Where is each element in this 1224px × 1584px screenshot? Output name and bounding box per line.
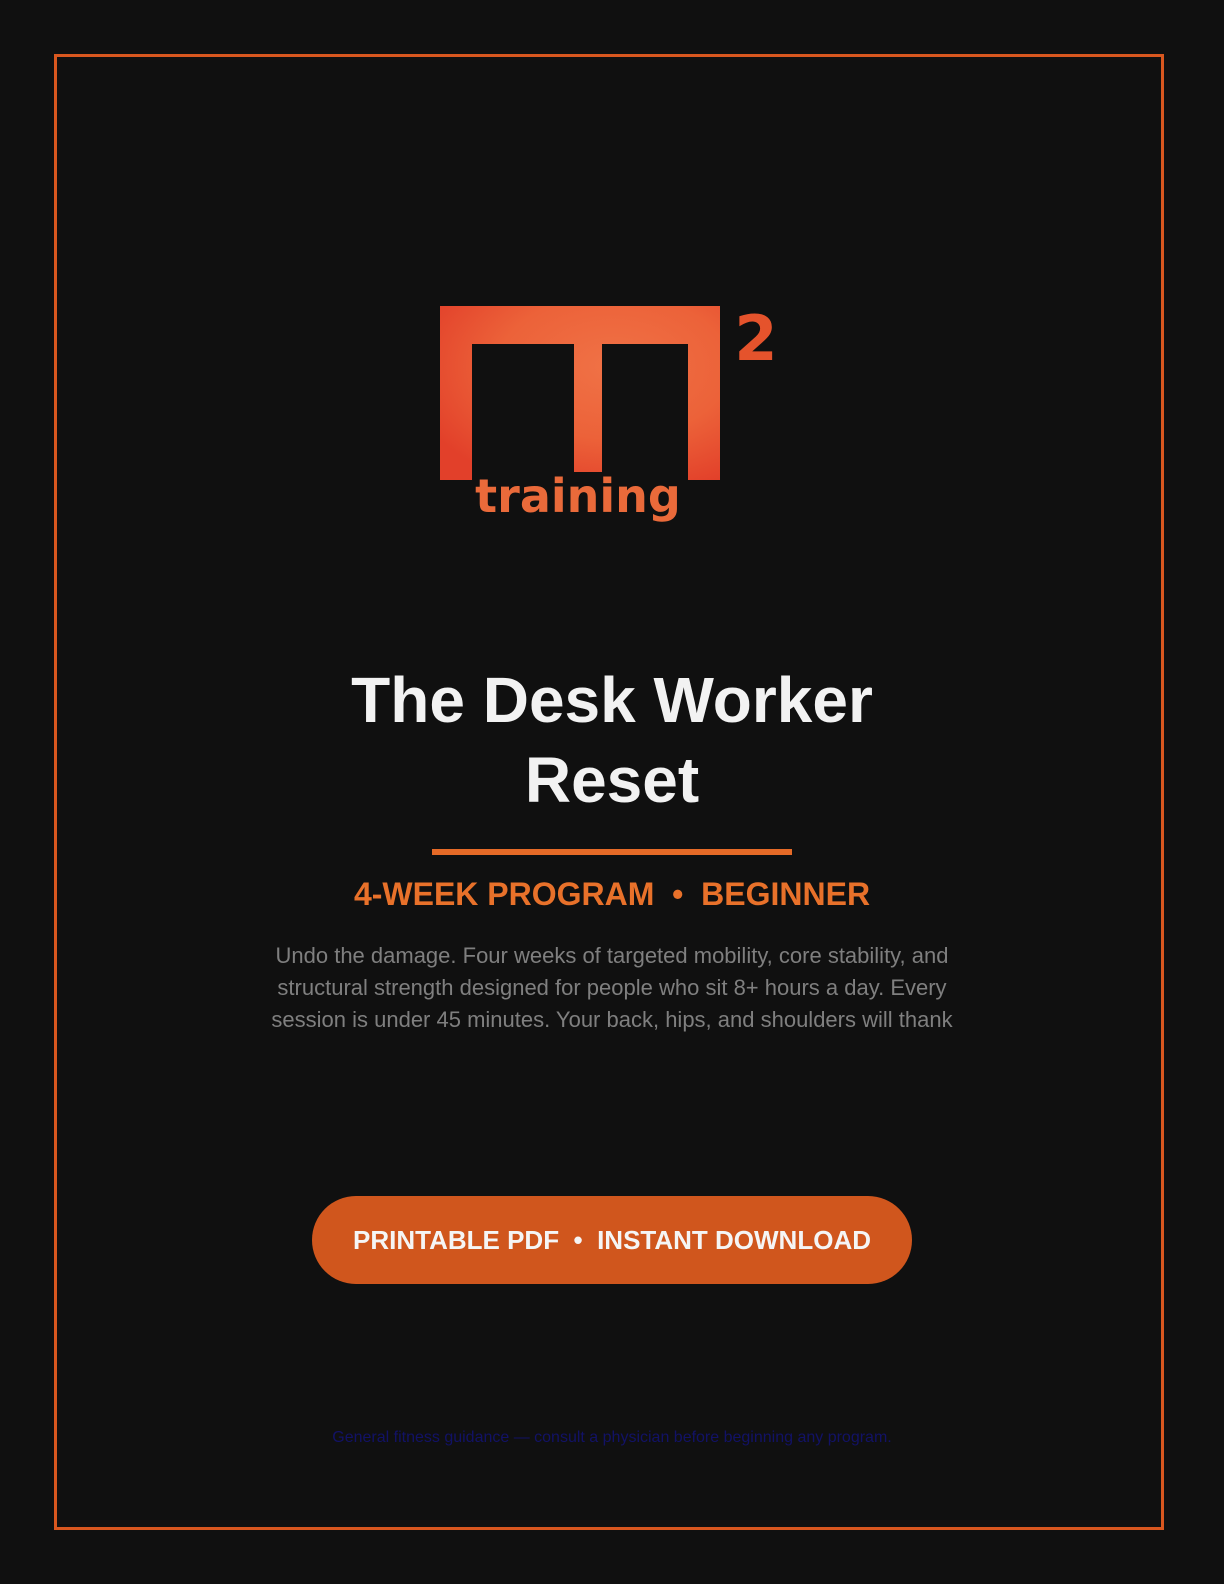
program-title-line-1: The Desk Worker bbox=[351, 664, 873, 736]
logo-wordmark: training bbox=[475, 469, 681, 523]
logo-superscript: 2 bbox=[734, 302, 778, 375]
m-squared-logo-icon bbox=[436, 300, 786, 530]
program-description: Undo the damage. Four weeks of targeted mobility, core stability, and structural strength designed for people who sit 8+ hours a day. Every session is under 45 minutes. Your back, hips, and shoulders will thank bbox=[271, 943, 953, 1032]
disclaimer-footnote: General fitness guidance — consult a physician before beginning any program. bbox=[332, 1429, 892, 1446]
program-title bbox=[212, 660, 1012, 820]
download-button[interactable]: PRINTABLE PDF • INSTANT DOWNLOAD bbox=[312, 1196, 912, 1284]
program-title-line-2: Reset bbox=[524, 744, 700, 816]
program-subtitle: 4-WEEK PROGRAM • BEGINNER bbox=[353, 876, 871, 912]
title-divider bbox=[432, 849, 792, 855]
